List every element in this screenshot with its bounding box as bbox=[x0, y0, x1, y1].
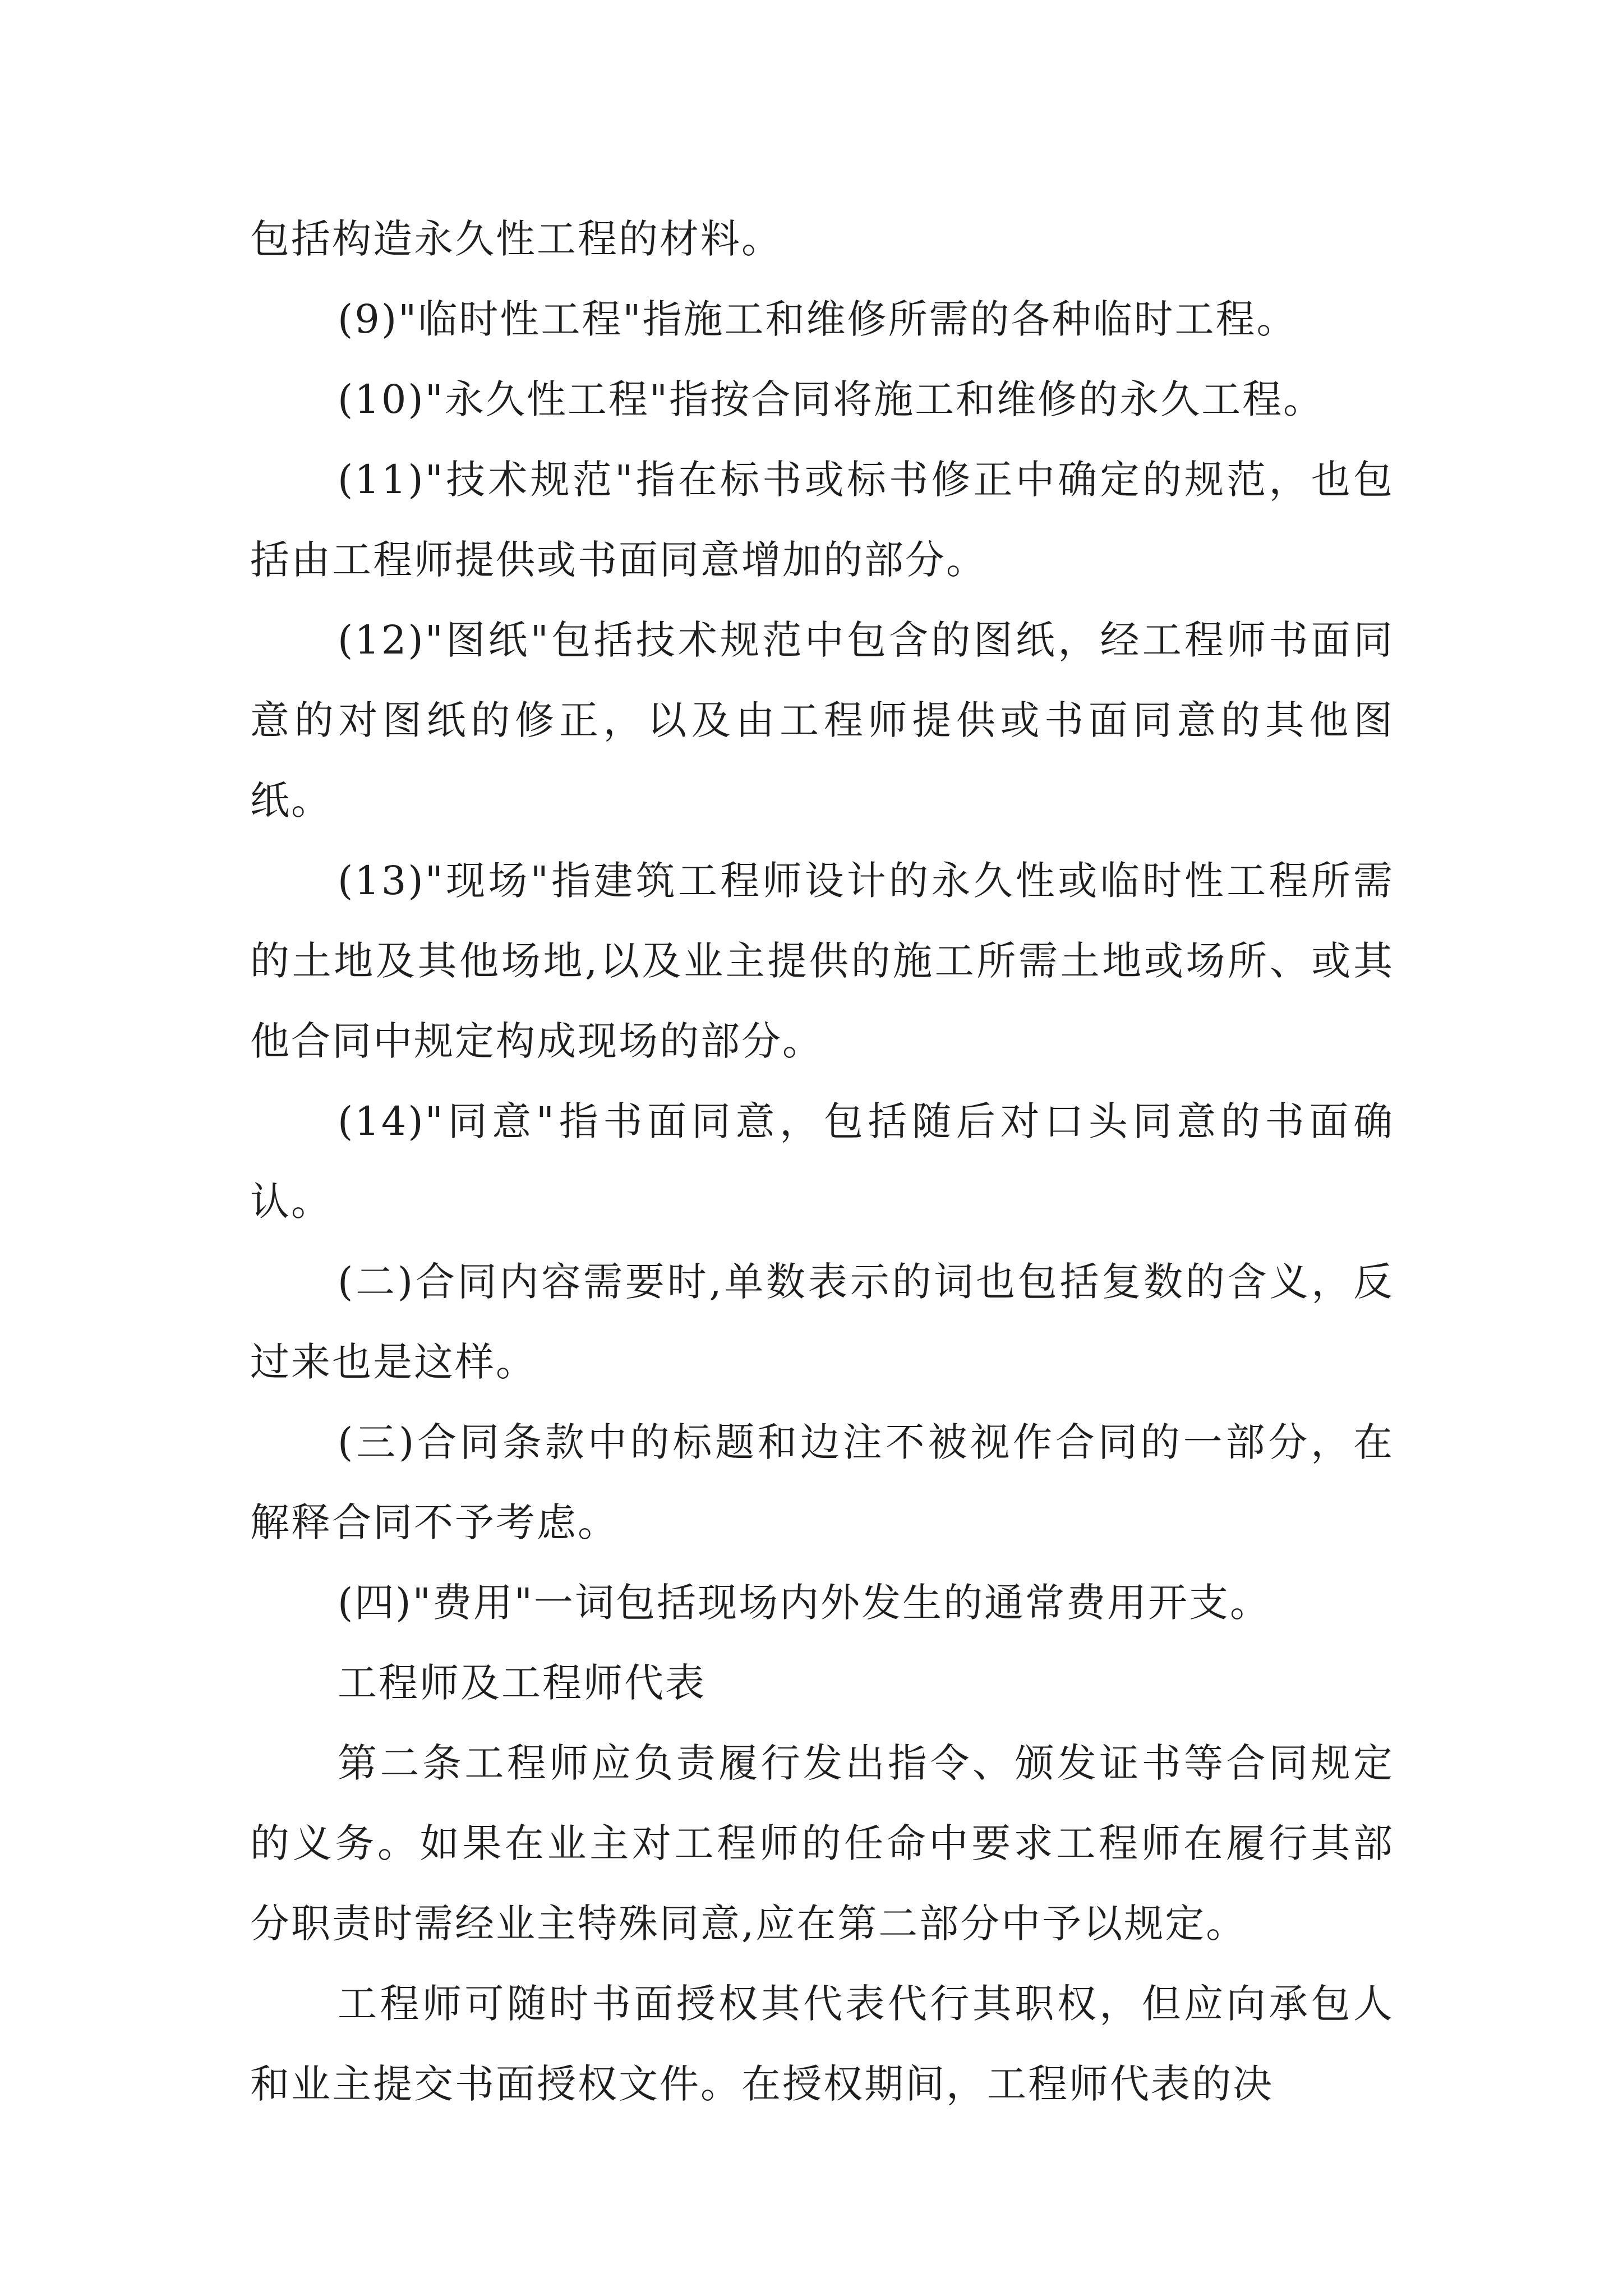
paragraph: 包括构造永久性工程的材料。 bbox=[250, 216, 782, 262]
paragraph: (四)"费用"一词包括现场内外发生的通常费用开支。 bbox=[338, 1580, 1271, 1626]
paragraph: (12)"图纸"包括技术规范中包含的图纸，经工程师书面同意的对图纸的修正，以及由工程师提供或书面同意的其他图纸。 bbox=[250, 617, 1394, 823]
paragraph: 第二条工程师应负责履行发出指令、颁发证书等合同规定的义务。如果在业主对工程师的任命中要求工程师在履行其部分职责时需经业主特殊同意,应在第二部分中予以规定。 bbox=[250, 1740, 1394, 1947]
paragraph: (14)"同意"指书面同意，包括随后对口头同意的书面确认。 bbox=[250, 1098, 1394, 1225]
paragraph: (9)"临时性工程"指施工和维修所需的各种临时工程。 bbox=[338, 296, 1298, 342]
document-body bbox=[250, 199, 1394, 2124]
section-heading: 工程师及工程师代表 bbox=[338, 1660, 706, 1706]
paragraph: (10)"永久性工程"指按合同将施工和维修的永久工程。 bbox=[338, 376, 1325, 422]
paragraph: 工程师可随时书面授权其代表代行其职权，但应向承包人和业主提交书面授权文件。在授权期间，工程师代表的决 bbox=[250, 1981, 1394, 2107]
paragraph: (11)"技术规范"指在标书或标书修正中确定的规范，也包括由工程师提供或书面同意增加的部分。 bbox=[250, 457, 1394, 583]
paragraph: (二)合同内容需要时,单数表示的词也包括复数的含义，反过来也是这样。 bbox=[250, 1259, 1394, 1385]
paragraph: (三)合同条款中的标题和边注不被视作合同的一部分，在解释合同不予考虑。 bbox=[250, 1419, 1394, 1545]
paragraph: (13)"现场"指建筑工程师设计的永久性或临时性工程所需的土地及其他场地,以及业主提供的施工所需土地或场所、或其他合同中规定构成现场的部分。 bbox=[250, 858, 1394, 1064]
